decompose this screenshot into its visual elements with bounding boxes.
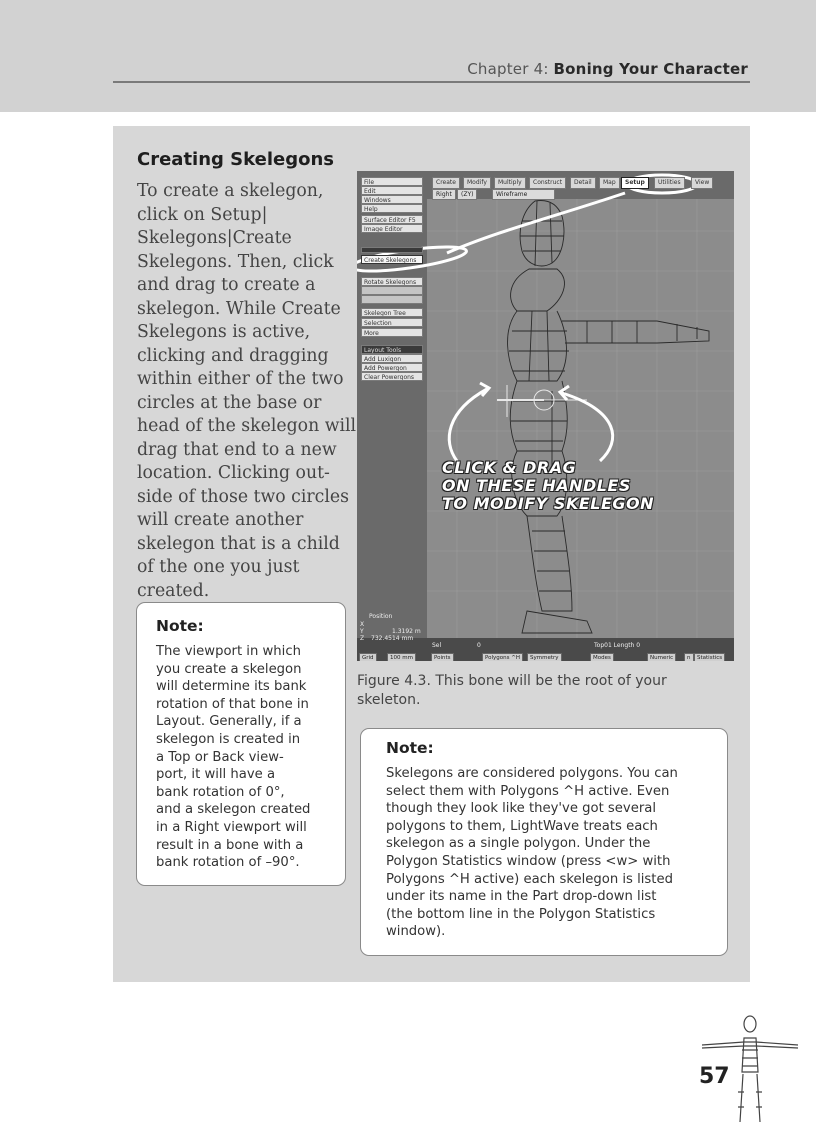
axis-y-label: Y bbox=[360, 628, 364, 635]
note-line: (the bottom line in the Polygon Statistics bbox=[386, 906, 656, 922]
tab-utilities[interactable]: Utilities bbox=[654, 177, 685, 189]
callout-line-3: TO MODIFY SKELEGON bbox=[442, 494, 655, 513]
note-line: Skelegons are considered polygons. You can bbox=[386, 766, 678, 781]
axis-z-label: Z bbox=[360, 635, 365, 642]
grid-label: Grid bbox=[359, 653, 377, 661]
note-line: rotation of that bone in bbox=[156, 696, 309, 712]
section-title: Creating Skelegons bbox=[137, 149, 334, 170]
tab-view[interactable]: View bbox=[691, 177, 713, 189]
menu-more[interactable]: More bbox=[361, 328, 423, 337]
statistics-button[interactable]: Statistics bbox=[694, 653, 725, 661]
body-line: skelegon. While Create bbox=[137, 298, 341, 319]
note-line: result in a bone with a bbox=[156, 837, 304, 853]
position-label: Position bbox=[369, 613, 393, 620]
note-text bbox=[386, 765, 717, 941]
menu-surface-editor[interactable]: Surface Editor F5 bbox=[361, 215, 423, 224]
axis-x-label: X bbox=[360, 621, 365, 628]
menu-add-luxigon[interactable]: Add Luxigon bbox=[361, 354, 423, 363]
body-line: drag that end to a new bbox=[137, 439, 337, 460]
page-header bbox=[0, 0, 816, 112]
viewport-view-select[interactable]: Right bbox=[432, 189, 456, 200]
tab-create[interactable]: Create bbox=[432, 177, 460, 189]
body-line: head of the skelegon will bbox=[137, 416, 357, 436]
running-head bbox=[467, 60, 748, 78]
grid-size: 100 mm bbox=[387, 653, 416, 661]
body-line: To create a skelegon, bbox=[137, 181, 324, 201]
note-line: skelegon is created in bbox=[156, 731, 301, 747]
note-text bbox=[156, 643, 335, 872]
selection-label: Sel bbox=[432, 642, 442, 649]
note-line: polygons to them, LightWave treats each bbox=[386, 818, 658, 834]
menu-layout-tools[interactable]: Layout Tools bbox=[361, 345, 423, 354]
note-line: under its name in the Part drop-down list bbox=[386, 889, 657, 905]
note-line: bank rotation of –90°. bbox=[156, 855, 300, 871]
viewport-axis-select[interactable]: (ZY) bbox=[457, 189, 477, 200]
body-line: and drag to create a bbox=[137, 275, 316, 295]
menu-edit[interactable]: Edit bbox=[361, 186, 423, 195]
viewport-mode-select[interactable]: Wireframe bbox=[492, 189, 555, 200]
figure-caption bbox=[357, 672, 737, 710]
note-line: Polygon Statistics window (press <w> with bbox=[386, 853, 671, 869]
body-line: location. Clicking out- bbox=[137, 463, 330, 483]
header-rule bbox=[113, 81, 750, 83]
chapter-label: Chapter 4: bbox=[467, 60, 549, 78]
tab-detail[interactable]: Detail bbox=[570, 177, 596, 189]
note-title: Note: bbox=[386, 739, 434, 757]
numeric-button[interactable]: Numeric bbox=[647, 653, 676, 661]
info-readout: Top01 Length 0 bbox=[594, 642, 641, 649]
modeler-screenshot bbox=[357, 171, 734, 661]
body-line: within either of the two bbox=[137, 369, 344, 389]
symmetry-button[interactable]: Symmetry bbox=[527, 653, 562, 661]
body-line: click on Setup| bbox=[137, 204, 268, 225]
numeric-shortcut: n bbox=[684, 653, 694, 661]
note-line: The viewport in which bbox=[156, 644, 301, 659]
note-line: in a Right viewport will bbox=[156, 819, 307, 835]
note-line: you create a skelegon bbox=[156, 661, 302, 677]
note-line: will determine its bank bbox=[156, 679, 307, 695]
polygons-button[interactable]: Polygons ^H bbox=[482, 653, 523, 661]
body-line: Skelegons|Create bbox=[137, 228, 292, 248]
menu-create-skelegons[interactable]: Create Skelegons bbox=[361, 255, 423, 264]
tab-setup[interactable]: Setup bbox=[621, 177, 649, 189]
menu-add-powergon[interactable]: Add Powergon bbox=[361, 363, 423, 372]
menu-disabled-item bbox=[361, 295, 423, 304]
viewport-graphics bbox=[357, 171, 734, 661]
menu-rotate-skelegons[interactable]: Rotate Skelegons bbox=[361, 277, 423, 286]
body-line: Skelegons is active, bbox=[137, 322, 311, 342]
callout-line-2: ON THESE HANDLES bbox=[442, 476, 631, 495]
menu-windows[interactable]: Windows bbox=[361, 195, 423, 204]
menu-file[interactable]: File bbox=[361, 177, 423, 186]
selection-count: 0 bbox=[477, 642, 481, 649]
menu-help[interactable]: Help bbox=[361, 204, 423, 213]
body-line: skelegon that is a child bbox=[137, 533, 340, 554]
body-line: side of those two circles bbox=[137, 486, 349, 507]
note-line: Polygons ^H active) each skelegon is listed bbox=[386, 871, 673, 887]
points-button[interactable]: Points bbox=[431, 653, 454, 661]
note-line: and a skelegon created bbox=[156, 802, 311, 818]
caption-line: Figure 4.3. This bone will be the root of your bbox=[357, 673, 667, 689]
note-line: though they look like they've got several bbox=[386, 801, 656, 817]
position-z-value: 732.4514 mm bbox=[371, 635, 414, 642]
menu-disabled-item bbox=[361, 286, 423, 295]
page-number: 57 bbox=[699, 1064, 730, 1089]
note-title: Note: bbox=[156, 617, 204, 635]
menu-group-header bbox=[361, 247, 423, 253]
tab-multiply[interactable]: Multiply bbox=[494, 177, 526, 189]
note-box-viewport bbox=[136, 602, 346, 886]
note-line: port, it will have a bbox=[156, 767, 276, 783]
callout-line-1: CLICK & DRAG bbox=[442, 458, 577, 477]
viewport-background bbox=[427, 199, 734, 638]
body-line: will create another bbox=[137, 510, 304, 530]
body-line: circles at the base or bbox=[137, 392, 322, 413]
note-line: bank rotation of 0°, bbox=[156, 784, 285, 800]
body-line: created. bbox=[137, 580, 210, 601]
note-box-polygons bbox=[360, 728, 728, 956]
position-y-value: 1.3192 m bbox=[392, 628, 421, 635]
note-line: Layout. Generally, if a bbox=[156, 714, 302, 730]
chapter-title: Boning Your Character bbox=[553, 60, 748, 78]
caption-line: skeleton. bbox=[357, 692, 421, 708]
menu-clear-powergons[interactable]: Clear Powergons bbox=[361, 372, 423, 381]
note-line: skelegon as a single polygon. Under the bbox=[386, 836, 651, 852]
menu-selection[interactable]: Selection bbox=[361, 318, 423, 327]
menu-skelegon-tree[interactable]: Skelegon Tree bbox=[361, 308, 423, 317]
body-line: Skelegons. Then, click bbox=[137, 251, 334, 272]
note-line: a Top or Back view- bbox=[156, 749, 284, 765]
note-line: select them with Polygons ^H active. Even bbox=[386, 783, 670, 799]
tab-construct[interactable]: Construct bbox=[529, 177, 566, 189]
tab-modify[interactable]: Modify bbox=[463, 177, 491, 189]
note-line: window). bbox=[386, 924, 446, 940]
body-line: of the one you just bbox=[137, 557, 300, 577]
modes-button[interactable]: Modes bbox=[590, 653, 614, 661]
body-line: clicking and dragging bbox=[137, 345, 329, 366]
section-body bbox=[137, 180, 357, 603]
menu-image-editor[interactable]: Image Editor bbox=[361, 224, 423, 233]
tab-map[interactable]: Map bbox=[599, 177, 620, 189]
